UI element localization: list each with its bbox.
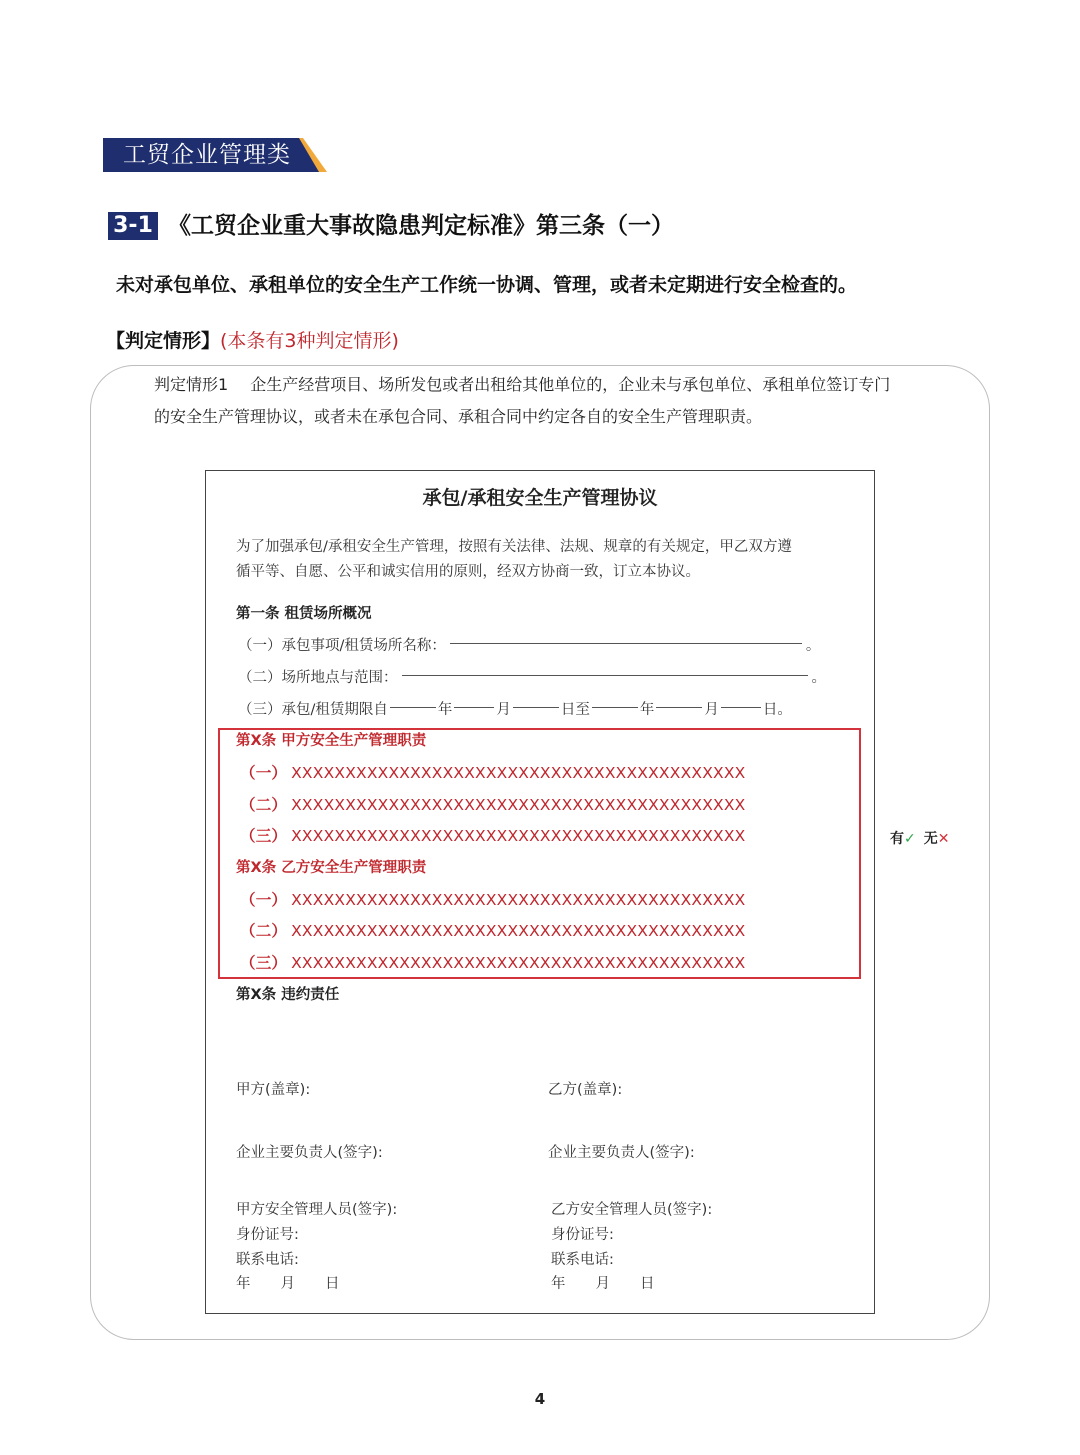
party-b-date — [551, 1273, 655, 1295]
none-label: 无 — [923, 831, 938, 847]
party-b-head-signature: 企业主要负责人(签字): — [548, 1145, 695, 1161]
party-a-date — [236, 1273, 340, 1295]
item-label: （二） — [240, 796, 288, 814]
party-a-phone: 联系电话: — [236, 1252, 299, 1268]
party-a-head-signature: 企业主要负责人(签字): — [236, 1145, 383, 1161]
day-to-label: 日至 — [560, 702, 590, 718]
item-2-label: （二）场所地点与范围： — [238, 670, 398, 686]
party-b-duty-item — [240, 952, 745, 974]
item-1-label: （一）承包事项/租赁场所名称： — [238, 638, 446, 654]
date-day: 日 — [325, 1276, 340, 1292]
have-none-indicator — [890, 828, 949, 850]
party-b-duty-title: 第X条 乙方安全生产管理职责 — [236, 860, 427, 876]
party-a-duty-title: 第X条 甲方安全生产管理职责 — [236, 733, 427, 749]
fill-line — [390, 707, 436, 708]
article-1-item-3 — [238, 699, 792, 721]
fill-line — [454, 707, 494, 708]
have-label: 有 — [890, 831, 904, 847]
period: 。 — [811, 670, 826, 686]
agreement-title: 承包/承租安全生产管理协议 — [422, 487, 658, 509]
agreement-intro-line-1: 为了加强承包/承租安全生产管理，按照有关法律、法规、规章的有关规定，甲乙双方遵 — [236, 539, 792, 555]
item-text: XXXXXXXXXXXXXXXXXXXXXXXXXXXXXXXXXXXXXXXXXX — [291, 954, 746, 972]
situation-1-line-1 — [154, 372, 890, 398]
cross-icon: ✕ — [937, 831, 950, 847]
year-label: 年 — [437, 702, 453, 718]
date-year: 年 — [236, 1276, 251, 1292]
fill-line — [721, 707, 761, 708]
item-text: XXXXXXXXXXXXXXXXXXXXXXXXXXXXXXXXXXXXXXXXXX — [291, 922, 746, 940]
item-label: （二） — [240, 922, 288, 940]
item-label: （三） — [240, 827, 288, 845]
situation-1-line-2: 的安全生产管理协议，或者未在承包合同、承租合同中约定各自的安全生产管理职责。 — [154, 407, 763, 426]
situations-label: 【判定情形】 — [106, 330, 221, 352]
article-1-item-1 — [238, 635, 820, 657]
situation-1-text: 企生产经营项目、场所发包或者出租给其他单位的，企业未与承包单位、承租单位签订专门 — [250, 375, 891, 394]
party-a-seal: 甲方(盖章): — [236, 1082, 311, 1098]
item-text: XXXXXXXXXXXXXXXXXXXXXXXXXXXXXXXXXXXXXXXXXX — [291, 796, 746, 814]
fill-line — [513, 707, 559, 708]
party-b-phone: 联系电话: — [551, 1252, 614, 1268]
date-day: 日 — [640, 1276, 655, 1292]
party-b-seal: 乙方(盖章): — [548, 1082, 623, 1098]
item-text: XXXXXXXXXXXXXXXXXXXXXXXXXXXXXXXXXXXXXXXXXX — [291, 891, 746, 909]
situation-1-name: 判定情形1 — [154, 375, 229, 394]
item-label: （一） — [240, 764, 288, 782]
agreement-intro-line-2: 循平等、自愿、公平和诚实信用的原则，经双方协商一致，订立本协议。 — [236, 564, 700, 580]
party-a-safety-signature: 甲方安全管理人员(签字): — [236, 1202, 398, 1218]
date-month: 月 — [595, 1276, 610, 1292]
fill-line — [402, 675, 808, 676]
party-b-safety-signature: 乙方安全管理人员(签字): — [551, 1202, 713, 1218]
party-b-duty-item — [240, 920, 745, 942]
party-a-id-number: 身份证号: — [236, 1227, 299, 1243]
period: 。 — [805, 638, 821, 654]
section-summary: 未对承包单位、承租单位的安全生产工作统一协调、管理，或者未定期进行安全检查的。 — [116, 274, 858, 296]
check-icon: ✓ — [904, 831, 916, 847]
page-number: 4 — [534, 1390, 546, 1408]
item-text: XXXXXXXXXXXXXXXXXXXXXXXXXXXXXXXXXXXXXXXXXX — [291, 827, 746, 845]
party-a-duty-item — [240, 825, 745, 847]
year-label: 年 — [639, 702, 655, 718]
item-label: （三） — [240, 954, 288, 972]
month-label: 月 — [704, 702, 719, 718]
category-banner — [103, 138, 327, 172]
item-3-label: （三）承包/租赁期限自 — [238, 702, 388, 718]
party-a-duty-item — [240, 794, 745, 816]
item-label: （一） — [240, 891, 288, 909]
situations-heading — [106, 326, 399, 356]
fill-line — [592, 707, 638, 708]
party-b-duty-item — [240, 889, 745, 911]
date-year: 年 — [551, 1276, 566, 1292]
banner-title: 工贸企业管理类 — [123, 142, 291, 168]
fill-line — [450, 643, 802, 644]
article-1-item-2 — [238, 667, 826, 689]
section-number-badge: 3-1 — [108, 212, 158, 240]
party-b-id-number: 身份证号: — [551, 1227, 614, 1243]
date-month: 月 — [280, 1276, 295, 1292]
situations-note: (本条有3种判定情形) — [220, 330, 399, 352]
month-label: 月 — [496, 702, 511, 718]
party-a-duty-item — [240, 762, 745, 784]
article-1-title: 第一条 租赁场所概况 — [236, 606, 372, 622]
day-end-label: 日。 — [762, 702, 792, 718]
fill-line — [656, 707, 702, 708]
breach-article-title: 第X条 违约责任 — [236, 987, 340, 1003]
section-title: 《工贸企业重大事故隐患判定标准》第三条（一） — [168, 213, 674, 239]
item-text: XXXXXXXXXXXXXXXXXXXXXXXXXXXXXXXXXXXXXXXXXX — [291, 764, 746, 782]
